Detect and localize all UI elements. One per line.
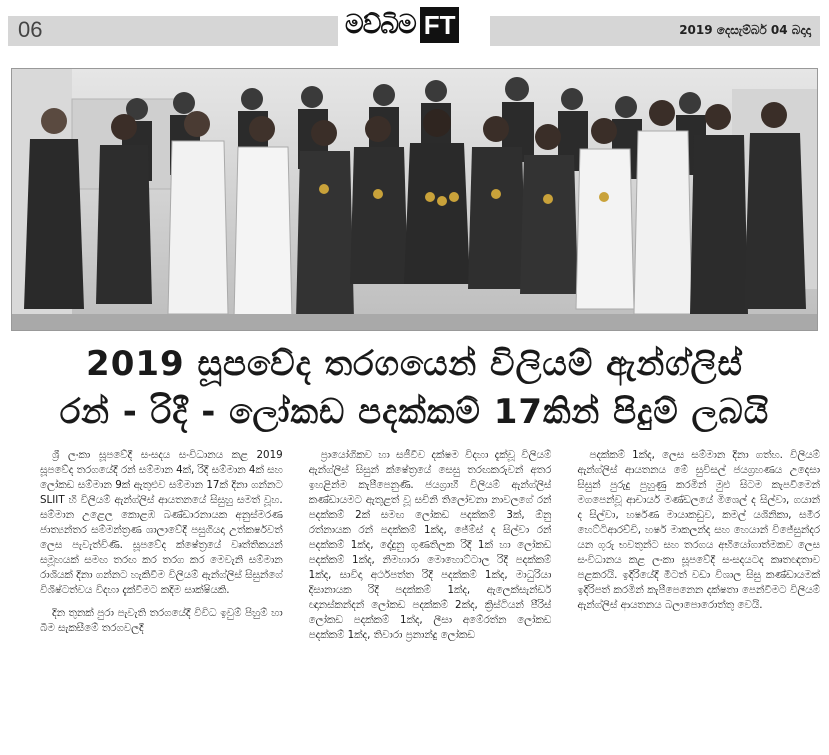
group-photo-illustration bbox=[12, 69, 818, 331]
masthead-logo bbox=[345, 4, 483, 46]
headline-line-1: 2019 සූපවේද තරගයෙන් විලියම් ඇන්ග්ලිස් bbox=[86, 344, 743, 384]
article-paragraph: පදක්කම් 1ක්ද, ලෙස සම්මාන දිනා ගත්හ. විලියම් ඇන්ග්ලිස් ආයතනය මේ සුවිසල් ජයග්‍රහණය උදෙසා සිසුන් පුරුදු පුහුණු කරමින් මුළු සිටම කැපවීමෙන් මගපෙන්වූ ආචාර්ය මණ්ඩලයේ මිශෙල් ද සිල්වා, ගයාන් ද සිල්වා, හර්ෂණ මායාකඩුව, කමල් යශිනිකා, සමීර හෙට්ටිආරච්චි, හර්ෂ මාකලන්ද සහ හෙයාන් විජේසුන්දර යන ගුරු භවතුන්ට සහ තරගය අභියෝගාත්මකව ලෙස සංවිධානය කළ ලංකා සූපවේදී සංසදයටද කෘතඥතාව පළකරයි. ඉදිරියේදී මීටත් වඩා විශාල සිසු කණ්ඩායමක් ඉදිරිපත් කරමින් කැපීපෙනෙන දක්ෂතා පෙන්වීමට විලියම් ඇන්ග්ලිස් ආයතනය බලාපොරොත්තු වෙයි. bbox=[577, 449, 821, 611]
article-column-3 bbox=[577, 448, 820, 748]
article-paragraph: ප්‍රායෝගිකව හා සජීවීව දක්ෂම විදහා දැක්වූ විලියම් ඇන්ග්ලිස් සිසුන් ක්ෂේත්‍රයේ සෙසු තරඟකරුවන් අතර ඉහළින්ම කැපීපෙනුණි. ජයග්‍රාහී විලියම් ඇන්ග්ලිස් කණ්ඩායමට ඇතුළත් වූ සචිනි තිලෝචනා නාවලගේ රන් පදක්කම් 2ක් සමඟ ලෝකඩ පදක්කම් 3ක්, ඕනු රත්නායක රන් පදක්කම් 1ක්ද, ජේම්ස් ද සිල්වා රන් පදක්කම් 1ක්ද, දේදුනු ගුණතිලක රිදී 1ක් හා ලෝකඩ පදක්කම් 1ක්ද, නිමහාරා මොහොට්ටාල රිදී පදක්කම් 1ක්ද, සාවිදා අර්ථපත්ත රිදී පදක්කම් 1ක්ද, මාධුරියා දිසානායක රිදී පදක්කම් 1ක්ද, ඇලෙක්සැන්ඩර් ඥානස්කන්දන් ලෝකඩ පදක්කම් 2ක්ද, ක්‍රිස්ටියන් පීරිස් ලෝකඩ පදක්කම් 1ක්ද, ලීසා අමේරත්න ලෝකඩ පදක්කම් 1ක්ද, තිවාරා ප්‍රනාන්දු ලෝකඩ bbox=[308, 449, 552, 641]
article-column-1 bbox=[40, 448, 283, 748]
issue-date: 2019 දෙසැම්බර් 04 බදාදා bbox=[679, 23, 811, 37]
article-paragraph: ශ්‍රී ලංකා සූපවේදී සංසදය සංවිධානය කළ 2019 සූපවේද තරගයේදී රන් සම්මාන 4ක්, රිදී සම්මාන 4ක් සහ ලෝකඩ සම්මාන 9ක් ඇතුළුව සම්මාන 17ක් දිනා ගන්නට SLIIT හි විලියම් ඇන්ග්ලිස් ආයතනයේ සිසුහු සමත් වූහ. සම්මාන උළෙල කොළඹ බණ්ඩාරනායක අනුස්මරණ ජාත්‍යන්තර සම්මන්ත්‍රණ ශාලාවේදී පසුගියදා උත්කර්ෂවත් ලෙස පැවැත්විණි. සූපවේද ක්ෂේත්‍රයේ වෘත්තිකයන් සමූහයක් සමඟ තරඟ කර තරග කර මෙවැනි සම්මාන රාශියක් දිනා ගන්නට හැකිවීම විලියම් ඇන්ග්ලිස් සිසුන්ගේ විශිෂ්ටත්වය විදහා දැක්වීමට කදිම සාක්ෂියකි. bbox=[40, 449, 283, 596]
article-column-2 bbox=[309, 448, 552, 748]
headline bbox=[0, 340, 829, 436]
headline-line-2: රන් - රිදී - ලෝකඩ පදක්කම් 17කින් පිදුම් ලබයි bbox=[59, 392, 770, 432]
group-photo bbox=[11, 68, 818, 331]
page-header bbox=[0, 0, 829, 52]
article-paragraph: දින තුනක් පුරා පැවැති තරගයේදී විවිධ ඉවුම් පිහුම් හා බීම සැකසීමේ තරගවලදී bbox=[40, 607, 283, 634]
article-body bbox=[40, 448, 820, 748]
page-number-bar bbox=[8, 16, 338, 46]
masthead-sinhala: මව්බිම bbox=[345, 9, 416, 40]
page-number: 06 bbox=[18, 17, 43, 42]
masthead-ft: FT bbox=[420, 7, 460, 43]
